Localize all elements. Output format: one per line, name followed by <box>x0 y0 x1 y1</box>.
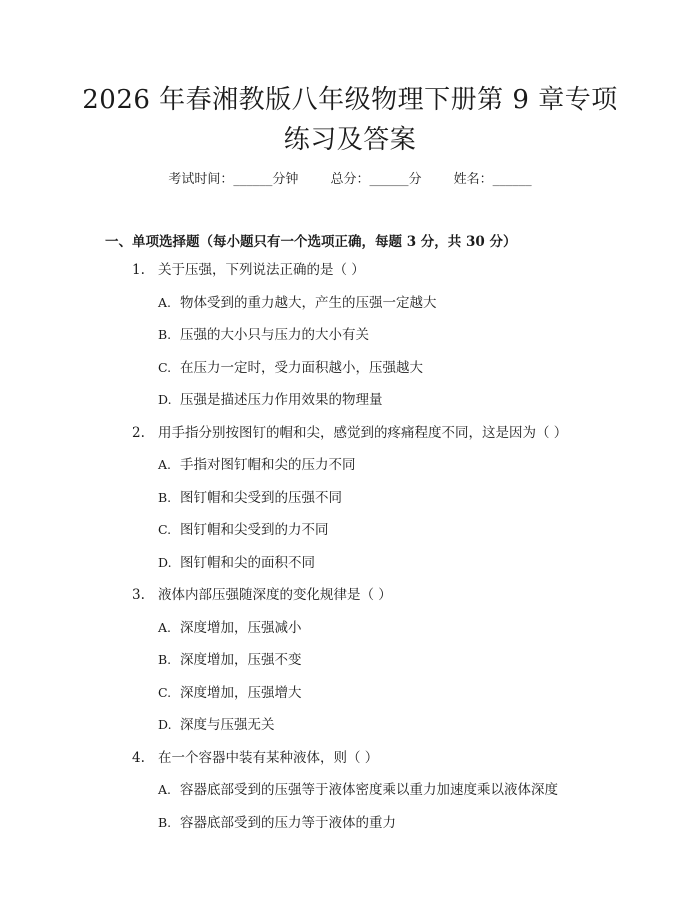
question-number: 1. <box>132 262 145 278</box>
question-2 <box>0 421 700 454</box>
question-2-option-b <box>0 486 700 519</box>
question-1 <box>0 258 700 291</box>
option-letter: C. <box>158 359 172 375</box>
exam-info <box>0 168 700 187</box>
question-2-option-c <box>0 518 700 551</box>
option-text: 图钉帽和尖受到的压强不同 <box>180 489 342 506</box>
option-letter: D. <box>158 717 172 732</box>
option-letter: D. <box>158 392 172 407</box>
option-text: 图钉帽和尖的面积不同 <box>180 554 315 571</box>
document-title <box>60 80 640 160</box>
section-heading: 一、单项选择题（每小题只有一个选项正确，每题 3 分，共 30 分） <box>105 234 517 250</box>
option-text: 深度增加，压强增大 <box>180 684 302 701</box>
option-text: 图钉帽和尖受到的力不同 <box>180 522 329 538</box>
total-score-field: 总分：______分 <box>330 172 422 187</box>
option-text: 容器底部受到的压强等于液体密度乘以重力加速度乘以液体深度 <box>180 782 558 798</box>
question-number: 2. <box>132 424 145 441</box>
question-4-option-a <box>0 778 700 811</box>
option-letter: C. <box>158 522 172 537</box>
option-letter: C. <box>158 684 172 700</box>
question-number: 4. <box>132 749 145 766</box>
question-stem: 用手指分别按图钉的帽和尖，感觉到的疼痛程度不同，这是因为（ ） <box>158 424 568 441</box>
question-list <box>0 258 700 843</box>
option-letter: B. <box>158 814 172 830</box>
question-2-option-a <box>0 453 700 486</box>
question-3-option-b <box>0 648 700 681</box>
question-1-option-d <box>0 388 700 421</box>
option-letter: D. <box>158 554 172 570</box>
question-1-option-b <box>0 323 700 356</box>
option-letter: B. <box>158 652 172 667</box>
question-4 <box>0 746 700 779</box>
option-text: 深度增加，压强减小 <box>180 619 302 636</box>
question-stem: 在一个容器中装有某种液体，则（ ） <box>158 749 379 766</box>
question-stem: 关于压强，下列说法正确的是（ ） <box>158 262 365 278</box>
option-letter: A. <box>158 782 172 797</box>
student-name-field: 姓名：______ <box>453 172 532 187</box>
question-3-option-d <box>0 713 700 746</box>
option-letter: A. <box>158 457 172 472</box>
option-text: 在压力一定时，受力面积越小，压强越大 <box>180 359 423 376</box>
option-text: 深度与压强无关 <box>180 717 275 733</box>
option-text: 压强的大小只与压力的大小有关 <box>180 327 369 343</box>
option-text: 压强是描述压力作用效果的物理量 <box>180 392 383 408</box>
option-text: 深度增加，压强不变 <box>180 652 302 668</box>
option-letter: A. <box>158 294 172 310</box>
option-text: 容器底部受到的压力等于液体的重力 <box>180 814 396 831</box>
option-letter: B. <box>158 327 172 342</box>
question-1-option-a <box>0 291 700 324</box>
question-number: 3. <box>132 587 145 603</box>
question-3-option-c <box>0 681 700 714</box>
title-line-2: 练习及答案 <box>283 125 417 155</box>
question-2-option-d <box>0 551 700 584</box>
option-text: 物体受到的重力越大，产生的压强一定越大 <box>180 294 437 311</box>
question-3 <box>0 583 700 616</box>
title-line-1: 2026 年春湘教版八年级物理下册第 9 章专项 <box>82 85 618 115</box>
option-text: 手指对图钉帽和尖的压力不同 <box>180 457 356 473</box>
option-letter: A. <box>158 619 172 635</box>
question-3-option-a <box>0 616 700 649</box>
exam-time-field: 考试时间：______分钟 <box>168 172 299 187</box>
question-stem: 液体内部压强随深度的变化规律是（ ） <box>158 587 392 603</box>
option-letter: B. <box>158 489 172 505</box>
question-4-option-b <box>0 811 700 844</box>
question-1-option-c <box>0 356 700 389</box>
